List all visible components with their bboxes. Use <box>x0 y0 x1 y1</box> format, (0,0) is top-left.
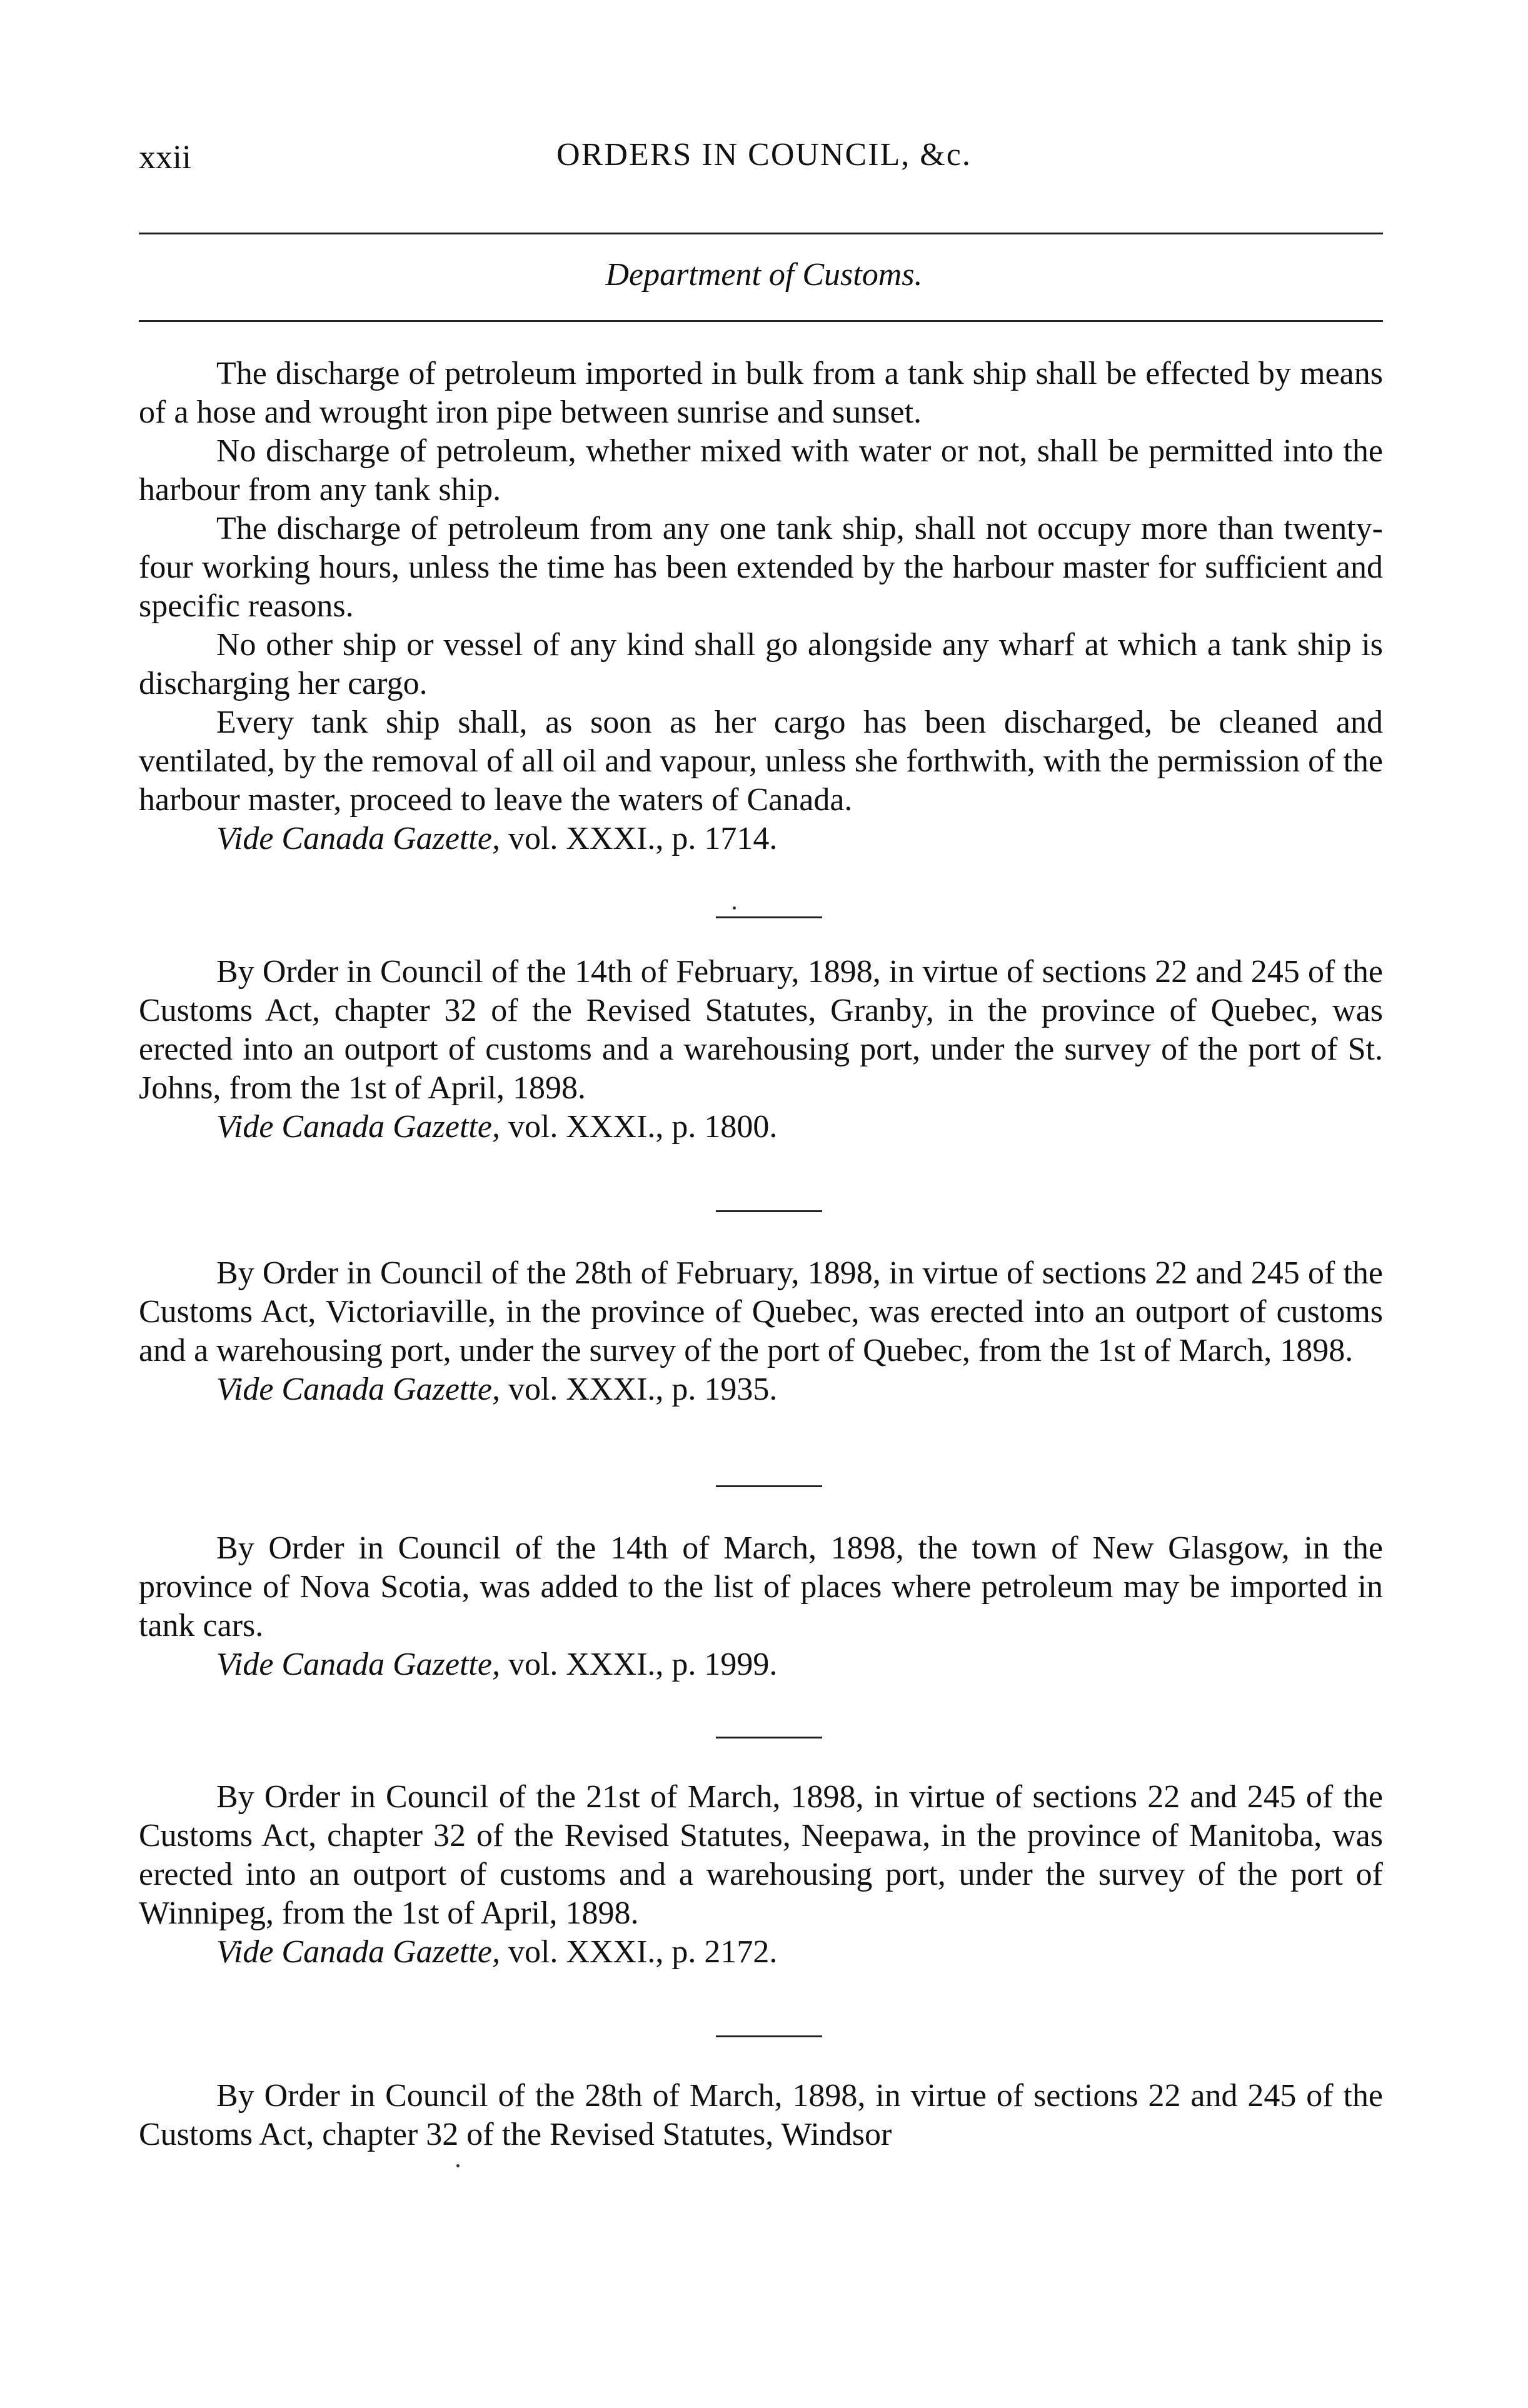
gazette-title: Vide Canada Gazette, <box>216 1934 500 1970</box>
order-section <box>139 1254 1383 1409</box>
section-divider <box>716 1737 822 1738</box>
gazette-reference <box>216 1933 1383 1972</box>
gazette-reference <box>216 820 1383 858</box>
gazette-volume-page: vol. XXXI., p. 2172. <box>500 1934 778 1970</box>
running-title: ORDERS IN COUNCIL, &c. <box>556 137 972 173</box>
gazette-reference <box>216 1370 1383 1409</box>
order-paragraph: By Order in Council of the 28th of February, 1898, in virtue of sections 22 and 245 of the Customs Act, Victoriaville, in the province of Quebec, was erected into an outport of customs and a warehousing port, under the survey of the port of Quebec, from the 1st of March, 1898. <box>139 1255 1383 1368</box>
gazette-title: Vide Canada Gazette, <box>216 821 500 856</box>
gazette-volume-page: vol. XXXI., p. 1714. <box>500 821 778 856</box>
paragraph: The discharge of petroleum imported in bulk from a tank ship shall be effected by means of a hose and wrought iron pipe between sunrise and sunset. <box>139 356 1383 430</box>
order-paragraph: By Order in Council of the 28th of March, 1898, in virtue of sections 22 and 245 of the Customs Act, chapter 32 of the Revised Statutes, Windsor <box>139 2078 1383 2152</box>
gazette-volume-page: vol. XXXI., p. 1800. <box>500 1109 778 1145</box>
gazette-volume-page: vol. XXXI., p. 1999. <box>500 1647 778 1682</box>
order-section <box>139 2077 1383 2154</box>
paragraph: No discharge of petroleum, whether mixed with water or not, shall be permitted into the harbour from any tank ship. <box>139 433 1383 508</box>
paragraph: The discharge of petroleum from any one tank ship, shall not occupy more than twenty-four working hours, unless the time has been extended by the harbour master for sufficient and specific reasons. <box>139 511 1383 624</box>
header-rule-bottom <box>139 320 1383 322</box>
paragraph: Every tank ship shall, as soon as her cargo has been discharged, be cleaned and ventilated, by the removal of all oil and vapour, unless she forthwith, with the permission of the harbour master, proceed to leave the waters of Canada. <box>139 705 1383 818</box>
header-rule-top <box>139 233 1383 234</box>
gazette-title: Vide Canada Gazette, <box>216 1372 500 1407</box>
regulations-section <box>139 354 1383 858</box>
order-paragraph: By Order in Council of the 14th of February, 1898, in virtue of sections 22 and 245 of the Customs Act, chapter 32 of the Revised Statutes, Granby, in the province of Quebec, was erected into an outport of customs and a warehousing port, under the survey of the port of St. Johns, from the 1st of April, 1898. <box>139 954 1383 1106</box>
order-paragraph: By Order in Council of the 14th of March, 1898, the town of New Glasgow, in the province of Nova Scotia, was added to the list of places where petroleum may be imported in tank cars. <box>139 1530 1383 1643</box>
order-section <box>139 1778 1383 1972</box>
order-paragraph: By Order in Council of the 21st of March, 1898, in virtue of sections 22 and 245 of the Customs Act, chapter 32 of the Revised Statutes, Neepawa, in the province of Manitoba, was erected into an outport of customs and a warehousing port, under the survey of the port of Winnipeg, from the 1st of April, 1898. <box>139 1779 1383 1931</box>
section-divider <box>716 1485 822 1487</box>
gazette-title: Vide Canada Gazette, <box>216 1109 500 1145</box>
order-section <box>139 953 1383 1146</box>
gazette-volume-page: vol. XXXI., p. 1935. <box>500 1372 778 1407</box>
paragraph: No other ship or vessel of any kind shall go alongside any wharf at which a tank ship is discharging her cargo. <box>139 627 1383 701</box>
gazette-reference <box>216 1645 1383 1684</box>
print-speck <box>456 2164 460 2167</box>
section-divider <box>716 916 822 918</box>
page-number: xxii <box>139 138 192 176</box>
department-heading: Department of Customs. <box>605 257 923 293</box>
gazette-reference <box>216 1108 1383 1146</box>
order-section <box>139 1529 1383 1684</box>
print-speck <box>733 906 736 910</box>
gazette-title: Vide Canada Gazette, <box>216 1647 500 1682</box>
section-divider <box>716 2035 822 2037</box>
section-divider <box>716 1210 822 1212</box>
